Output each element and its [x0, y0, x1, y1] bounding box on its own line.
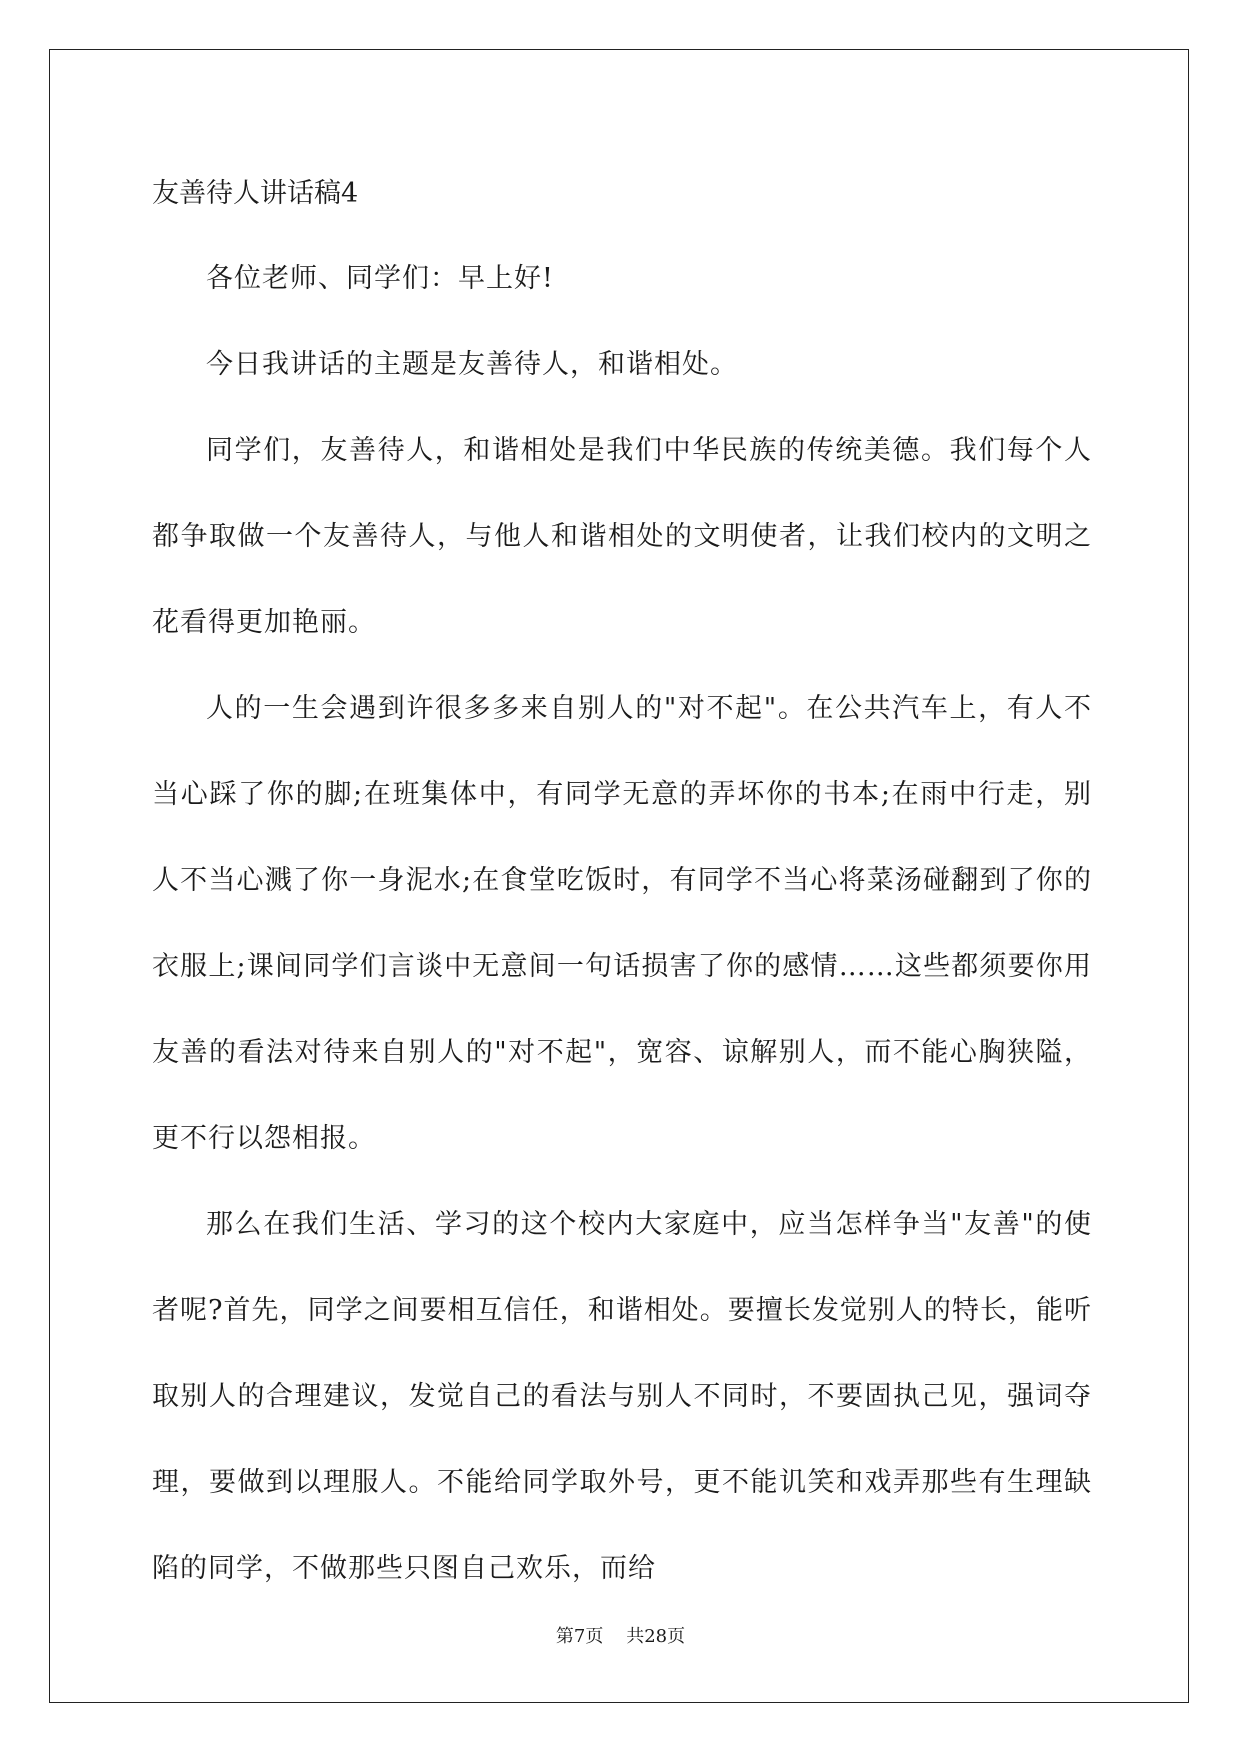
paragraph-topic: 今日我讲话的主题是友善待人，和谐相处。 — [206, 349, 738, 380]
document-title: 友善待人讲话稿4 — [152, 178, 359, 209]
paragraph-apologies: 人的一生会遇到许很多多来自别人的"对不起"。在公共汽车上，有人不当心踩了你的脚;在班集体中，有同学无意的弄坏你的书本;在雨中行走，别人不当心溅了你一身泥水;在食堂吃饭时，有同学不当心将菜汤碰翻到了你的衣服上;课间同学们言谈中无意间一句话损害了你的感情……这些都须要你用友善的看法对待来自别人的"对不起"，宽容、谅解别人，而不能心胸狭隘，更不行以怨相报。 — [152, 693, 1092, 1154]
paragraph-greeting: 各位老师、同学们：早上好! — [206, 263, 554, 294]
document-body — [152, 160, 1092, 1612]
title-spacer — [152, 228, 1092, 236]
paragraph-virtue: 同学们，友善待人，和谐相处是我们中华民族的传统美德。我们每个人都争取做一个友善待人，与他人和谐相处的文明使者，让我们校内的文明之花看得更加艳丽。 — [152, 435, 1092, 638]
paragraph-how-to: 那么在我们生活、学习的这个校内大家庭中，应当怎样争当"友善"的使者呢?首先，同学之间要相互信任，和谐相处。要擅长发觉别人的特长，能听取别人的合理建议，发觉自己的看法与别人不同时，不要固执己见，强词夺理，要做到以理服人。不能给同学取外号，更不能讥笑和戏弄那些有生理缺陷的同学，不做那些只图自己欢乐，而给 — [152, 1209, 1092, 1584]
page-number: 第7页 共28页 — [555, 1626, 686, 1647]
